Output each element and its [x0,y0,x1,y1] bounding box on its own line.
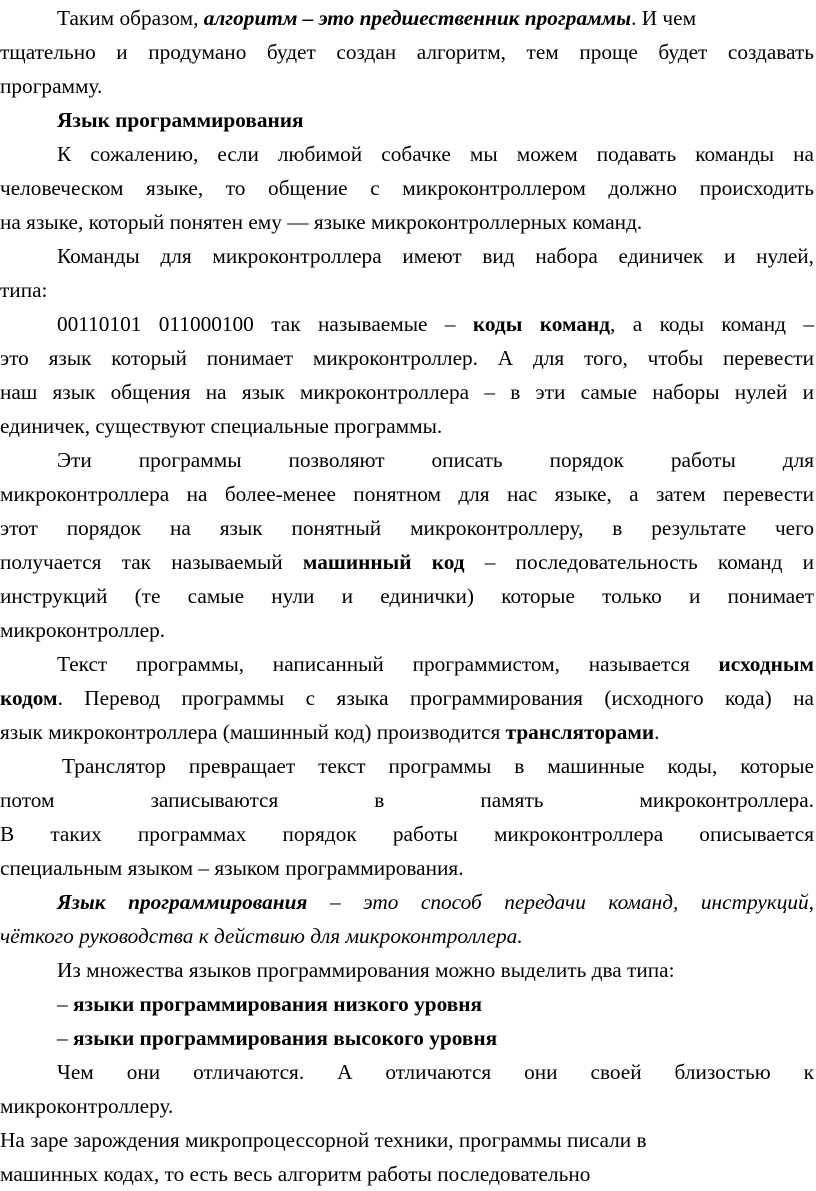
paragraph-7-line-4: специальным языком – языком программирования. [0,856,464,880]
paragraph-5-line-6: микроконтроллер. [0,618,166,642]
text-run: – это способ передачи команд, инструкций, [307,890,814,914]
paragraph-5-line-4 [0,545,814,579]
term-command-codes: коды команд [472,312,611,336]
text-run: . Перевод программы с языка программирования (исходного кода) на [57,686,814,710]
paragraph-5-line-5: инструкций (те самые нули и единички) которые только и понимает [0,584,814,608]
paragraph-3-line-2: типа: [0,278,48,302]
paragraph-6-line-3 [0,715,814,749]
paragraph-6-line-2 [0,681,814,715]
text-run: – последовательность команд и [464,550,814,574]
list-item-low-level [0,987,814,1021]
text-run: . И чем [631,6,697,30]
text-run: 00110101 011000100 так называемые – [57,312,473,336]
term-translators: трансляторами [505,720,655,744]
paragraph-4-line-1 [0,307,814,341]
list-item-text: языки программирования низкого уровня [72,992,483,1016]
paragraph-7-line-1: Транслятор превращает текст программы в машинные коды, которые [62,754,814,778]
text-run: , а коды команд – [610,312,814,336]
section-heading: Язык программирования [57,108,304,132]
term-programming-language: Язык программирования [57,890,308,914]
paragraph-5-line-2: микроконтроллера на более-менее понятном для нас языке, а затем перевести [0,482,814,506]
paragraph-7-line-3: В таких программах порядок работы микроконтроллера описывается [0,822,814,846]
paragraph-1-line-3: программу. [0,74,103,98]
emphasis-definition: алгоритм – это предшественник программы [203,6,632,30]
paragraph-5-line-1: Эти программы позволяют описать порядок работы для [57,448,814,472]
text-run: получается так называемый [0,550,303,574]
list-dash: – [57,1026,73,1050]
paragraph-10-line-1: На заре зарождения микропроцессорной техники, программы писали в [0,1128,647,1152]
paragraph-10-line-2: машинных кодах, то есть весь алгоритм работы последовательно [0,1162,591,1186]
paragraph-4-line-4: единичек, существуют специальные программы. [0,414,443,438]
paragraph-3-line-1: Команды для микроконтроллера имеют вид набора единичек и нулей, [57,244,814,268]
paragraph-7-line-2: потом записываются в память микроконтроллера. [0,788,814,812]
list-item-text: языки программирования высокого уровня [72,1026,498,1050]
paragraph-4-line-2: это язык который понимает микроконтроллер. А для того, чтобы перевести [0,346,814,370]
paragraph-5-line-3: этот порядок на язык понятный микроконтроллеру, в результате чего [0,516,814,540]
term-source-code-cont: кодом [0,686,58,710]
term-machine-code: машинный код [302,550,465,574]
text-run: . [654,720,660,744]
paragraph-9-line-2: микроконтроллеру. [0,1094,174,1118]
definition-line-1 [0,885,814,919]
text-run: язык микроконтроллера (машинный код) производится [0,720,506,744]
paragraph-4-line-3: наш язык общения на язык микроконтроллера – в эти самые наборы нулей и [0,380,814,404]
paragraph-2-line-3: на языке, который понятен ему — языке микроконтроллерных команд. [0,210,643,234]
paragraph-9-line-1: Чем они отличаются. А отличаются они своей близостью к [57,1060,814,1084]
paragraph-2-line-1: К сожалению, если любимой собачке мы можем подавать команды на [57,142,814,166]
paragraph-8-line-1: Из множества языков программирования можно выделить два типа: [57,958,675,982]
paragraph-1-line-2: тщательно и продумано будет создан алгоритм, тем проще будет создавать [0,40,814,64]
paragraph-2-line-2: человеческом языке, то общение с микроконтроллером должно происходить [0,176,814,200]
definition-line-2: чёткого руководства к действию для микроконтроллера. [0,924,523,948]
list-item-high-level [0,1021,814,1055]
term-source-code: исходным [718,652,814,676]
text-run: Текст программы, написанный программистом, называется [57,652,719,676]
list-dash: – [57,992,73,1016]
paragraph-6-line-1 [0,647,814,681]
paragraph-1-line-1 [0,1,814,35]
text-run: Таким образом, [57,6,204,30]
